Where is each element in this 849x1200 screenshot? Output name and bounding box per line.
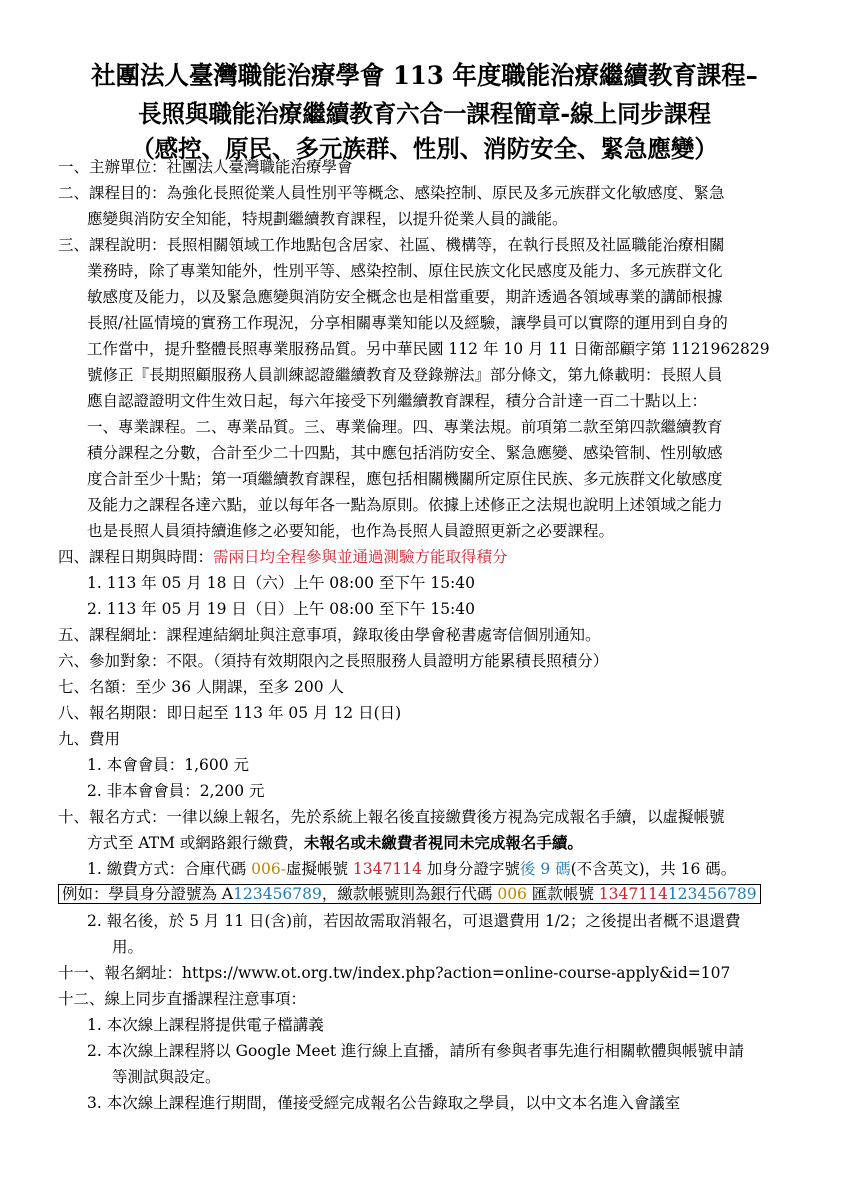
- online-note-2-line-2: 等測試與設定。: [112, 1068, 221, 1086]
- section-purpose-line-2: 應變與消防安全知能，特規劃繼續教育課程，以提升從業人員的識能。: [87, 210, 568, 228]
- payment-example: [58, 884, 761, 904]
- section-deadline: 八、報名期限：即日起至 113 年 05 月 12 日(日): [58, 704, 402, 722]
- section-description-line-1: 三、課程說明：長照相關領域工作地點包含居家、社區、機構等，在執行長照及社區職能治療相關: [58, 236, 725, 254]
- section-description-line-12: 也是長照人員須持續進修之必要知能，也作為長照人員證照更新之必要課程。: [87, 522, 615, 540]
- payment-example-box: 例如：學員身分證號為 A123456789，繳款帳號則為銀行代碼 006 匯款帳號 1347114123456789: [58, 884, 761, 904]
- bank-code: 006-: [251, 860, 286, 878]
- online-note-2-line-1: 2. 本次線上課程將以 Google Meet 進行線上直播，請所有參與者事先進行相關軟體與帳號申請: [87, 1042, 745, 1060]
- section-registration-line-1: 十、報名方式：一律以線上報名，先於系統上報名後直接繳費後方視為完成報名手續，以虛擬帳號: [58, 808, 725, 826]
- online-note-1: 1. 本次線上課程將提供電子檔講義: [87, 1016, 324, 1034]
- section-audience: 六、參加對象：不限。（須持有效期限內之長照服務人員證明方能累積長照積分）: [58, 652, 609, 670]
- schedule-label: 四、課程日期與時間：: [58, 548, 214, 566]
- section-fees: 九、費用: [58, 730, 121, 748]
- section-description-line-9: 積分課程之分數，合計至少二十四點，其中應包括消防安全、緊急應變、感染管制、性別敏感: [87, 444, 723, 462]
- fee-member: 1. 本會會員：1,600 元: [87, 756, 250, 774]
- registration-warning: 未報名或未繳費者視同未完成報名手續。: [303, 833, 583, 852]
- section-registration-line-2: 方式至 ATM 或網路銀行繳費，未報名或未繳費者視同未完成報名手續。: [87, 833, 583, 852]
- refund-policy-line-2: 用。: [112, 938, 144, 956]
- section-description-line-5: 工作當中，提升整體長照專業服務品質。另中華民國 112 年 10 月 11 日衛部顧字第 1121962829: [87, 340, 770, 358]
- section-registration-url: 十一、報名網址：https://www.ot.org.tw/index.php?action=online-course-apply&id=107: [58, 964, 731, 982]
- section-description-line-2: 業務時，除了專業知能外，性別平等、感染控制、原住民族文化民感度及能力、多元族群文化: [87, 262, 723, 280]
- schedule-day-1: 1. 113 年 05 月 18 日（六）上午 08:00 至下午 15:40: [87, 574, 476, 592]
- refund-policy-line-1: 2. 報名後，於 5 月 11 日(含)前，若因故需取消報名，可退還費用 1/2；之後提出者概不退還費: [87, 912, 741, 930]
- title-line-3: （感控、原民、多元族群、性別、消防安全、緊急應變）: [131, 134, 718, 163]
- payment-method: 1. 繳費方式：合庫代碼 006-虛擬帳號 1347114 加身分證字號後 9 碼(不含英文)，共 16 碼。: [87, 860, 737, 878]
- section-purpose-line-1: 二、課程目的：為強化長照從業人員性別平等概念、感染控制、原民及多元族群文化敏感度、緊急: [58, 184, 725, 202]
- virtual-account-prefix: 1347114: [352, 860, 422, 878]
- title-line-2: 長照與職能治療繼續教育六合一課程簡章-線上同步課程: [138, 99, 711, 128]
- section-schedule: [58, 547, 508, 567]
- section-online-notes: 十二、線上同步直播課程注意事項：: [58, 990, 307, 1008]
- fee-non-member: 2. 非本會會員：2,200 元: [87, 782, 265, 800]
- schedule-note: 需兩日均全程參與並通過測驗方能取得積分: [213, 548, 508, 566]
- section-capacity: 七、名額：至少 36 人開課，至多 200 人: [58, 678, 345, 696]
- section-description-line-10: 度合計至少十點；第一項繼續教育課程，應包括相關機關所定原住民族、多元族群文化敏感度: [87, 470, 723, 488]
- section-description-line-8: 一、專業課程。二、專業品質。三、專業倫理。四、專業法規。前項第二款至第四款繼續教育: [87, 418, 723, 436]
- online-note-3: 3. 本次線上課程進行期間，僅接受經完成報名公告錄取之學員，以中文本名進入會議室: [87, 1094, 681, 1112]
- section-course-url: 五、課程網址：課程連結網址與注意事項，錄取後由學會秘書處寄信個別通知。: [58, 626, 601, 644]
- section-organizer: 一、主辦單位：社團法人臺灣職能治療學會: [58, 158, 353, 176]
- id-last-9-digits: 後 9 碼: [519, 860, 571, 878]
- schedule-day-2: 2. 113 年 05 月 19 日（日）上午 08:00 至下午 15:40: [87, 600, 476, 618]
- section-description-line-11: 及能力之課程各達六點，並以每年各一點為原則。依據上述修正之法規也說明上述領域之能力: [87, 496, 723, 514]
- section-description-line-7: 應自認證證明文件生效日起，每六年接受下列繼續教育課程，積分合計達一百二十點以上：: [87, 392, 708, 410]
- section-description-line-3: 敏感度及能力，以及緊急應變與消防安全概念也是相當重要，期許透過各領域專業的講師根據: [87, 288, 723, 306]
- section-description-line-6: 號修正『長期照顧服務人員訓練認證繼續教育及登錄辦法』部分條文，第九條載明：長照人員: [87, 366, 723, 384]
- title-line-1: 社團法人臺灣職能治療學會 113 年度職能治療繼續教育課程–: [91, 61, 758, 90]
- section-description-line-4: 長照/社區情境的實務工作現況，分享相關專業知能以及經驗，讓學員可以實際的運用到自身的: [87, 314, 728, 332]
